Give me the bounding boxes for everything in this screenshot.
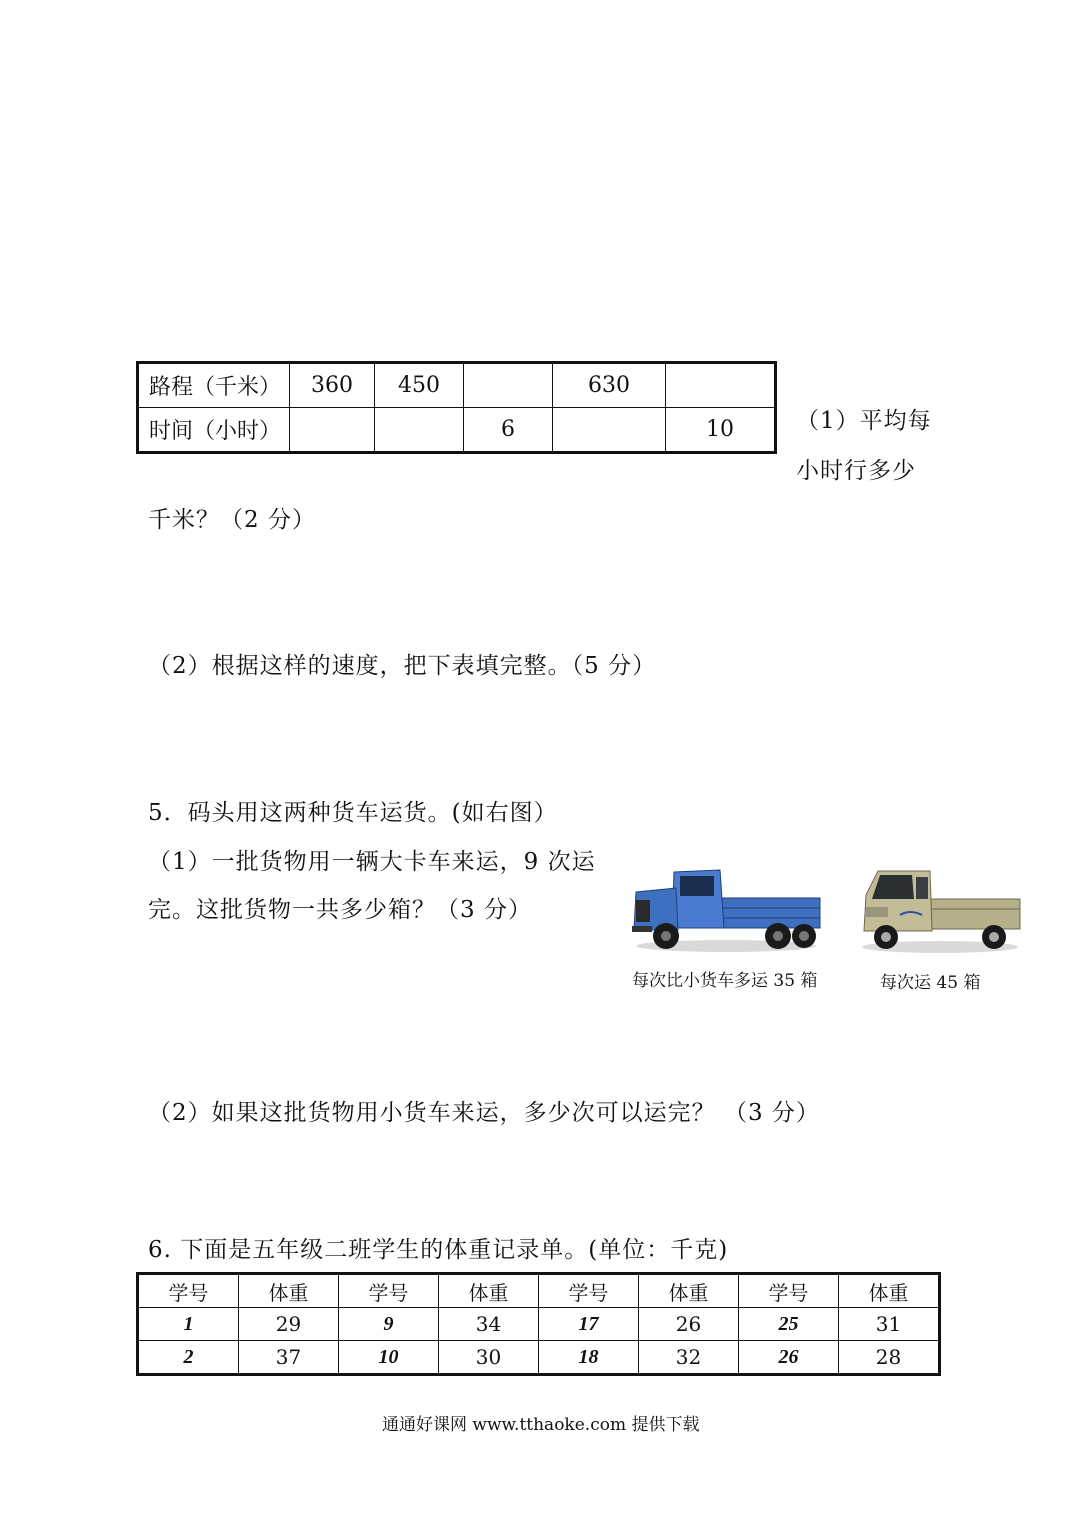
table-cell bbox=[666, 363, 776, 408]
distance-row bbox=[138, 363, 776, 408]
table-cell: 450 bbox=[375, 363, 464, 408]
header-cell: 体重 bbox=[839, 1274, 940, 1308]
small-truck-caption: 每次运 45 箱 bbox=[880, 973, 981, 993]
weight-cell: 37 bbox=[239, 1341, 339, 1375]
weight-cell: 34 bbox=[439, 1308, 539, 1341]
footer-text: 通通好课网 www.tthaoke.com 提供下载 bbox=[382, 1415, 700, 1435]
blue-truck-image bbox=[628, 860, 824, 954]
weight-cell: 29 bbox=[239, 1308, 339, 1341]
weight-cell: 32 bbox=[639, 1341, 739, 1375]
small-truck-image bbox=[856, 865, 1024, 955]
student-id-cell: 26 bbox=[739, 1341, 839, 1375]
header-cell: 学号 bbox=[339, 1274, 439, 1308]
header-cell: 学号 bbox=[539, 1274, 639, 1308]
student-id-cell: 1 bbox=[138, 1308, 239, 1341]
q5-part1-line1: （1）一批货物用一辆大卡车来运，9 次运 bbox=[148, 849, 596, 875]
weight-cell: 28 bbox=[839, 1341, 940, 1375]
weight-cell: 30 bbox=[439, 1341, 539, 1375]
q4-part2: （2）根据这样的速度，把下表填完整。（5 分） bbox=[148, 653, 657, 679]
header-cell: 学号 bbox=[739, 1274, 839, 1308]
weight-cell: 26 bbox=[639, 1308, 739, 1341]
q6-title: 6. 下面是五年级二班学生的体重记录单。(单位：千克) bbox=[148, 1237, 729, 1263]
table-cell bbox=[464, 363, 553, 408]
table-cell bbox=[290, 408, 375, 453]
student-id-cell: 9 bbox=[339, 1308, 439, 1341]
table-cell: 10 bbox=[666, 408, 776, 453]
student-id-cell: 18 bbox=[539, 1341, 639, 1375]
speed-table bbox=[136, 361, 777, 454]
q5-part1-line2: 完。这批货物一共多少箱？（3 分） bbox=[148, 897, 532, 923]
header-cell: 体重 bbox=[239, 1274, 339, 1308]
table-cell: 630 bbox=[553, 363, 666, 408]
weight-cell: 31 bbox=[839, 1308, 940, 1341]
table-cell bbox=[375, 408, 464, 453]
table-cell: 360 bbox=[290, 363, 375, 408]
header-cell: 体重 bbox=[639, 1274, 739, 1308]
table-cell: 路程（千米） bbox=[138, 363, 290, 408]
q5-part2: （2）如果这批货物用小货车来运，多少次可以运完？ （3 分） bbox=[148, 1100, 820, 1126]
header-cell: 体重 bbox=[439, 1274, 539, 1308]
table-row bbox=[138, 1341, 940, 1375]
header-cell: 学号 bbox=[138, 1274, 239, 1308]
table-row bbox=[138, 1308, 940, 1341]
q4-part1-line1: （1）平均每 bbox=[796, 408, 932, 434]
time-row bbox=[138, 408, 776, 453]
student-id-cell: 17 bbox=[539, 1308, 639, 1341]
table-header-row bbox=[138, 1274, 940, 1308]
q5-title: 5．码头用这两种货车运货。(如右图） bbox=[148, 800, 558, 826]
student-id-cell: 10 bbox=[339, 1341, 439, 1375]
table-cell bbox=[553, 408, 666, 453]
q4-part1-line2: 小时行多少 bbox=[796, 458, 916, 484]
q4-part1-line3: 千米？（2 分） bbox=[148, 507, 316, 533]
student-id-cell: 2 bbox=[138, 1341, 239, 1375]
student-id-cell: 25 bbox=[739, 1308, 839, 1341]
big-truck-caption: 每次比小货车多运 35 箱 bbox=[632, 971, 818, 991]
table-cell: 6 bbox=[464, 408, 553, 453]
table-cell: 时间（小时） bbox=[138, 408, 290, 453]
weight-table bbox=[136, 1272, 941, 1376]
